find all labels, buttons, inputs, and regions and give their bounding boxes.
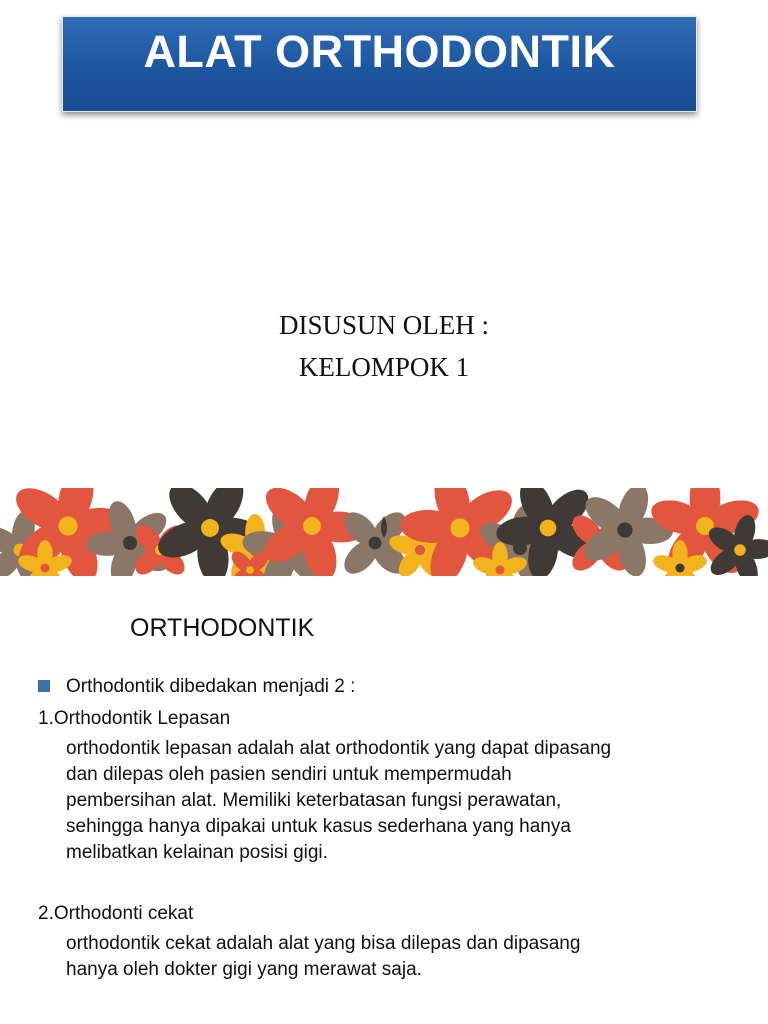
flower-center	[540, 520, 557, 537]
bullet-text: Orthodontik dibedakan menjadi 2 :	[66, 676, 356, 697]
section-heading: ORTHODONTIK	[130, 614, 315, 642]
flower-center	[734, 544, 746, 556]
item1-title: 1.Orthodontik Lepasan	[38, 708, 231, 729]
author-label: DISUSUN OLEH :	[278, 310, 489, 340]
flower-center	[41, 564, 50, 573]
flower-center	[246, 566, 254, 574]
flower-center	[58, 516, 77, 535]
group-name: KELOMPOK 1	[298, 352, 470, 382]
flower-center	[450, 518, 469, 537]
flower-center	[617, 522, 632, 537]
flower-center	[496, 566, 505, 575]
content-slide	[0, 576, 768, 1024]
flower-border-decoration	[0, 488, 768, 576]
flower-center	[201, 519, 219, 537]
item2-description: orthodontik cekat adalah alat yang bisa dilepas dan dipasang hanya oleh dokter gigi yang merawat saja.	[66, 933, 581, 980]
bullet-square-icon	[38, 680, 50, 692]
flower-center	[369, 537, 382, 550]
slide-title: ALAT ORTHODONTIK	[143, 26, 616, 77]
title-banner	[62, 16, 697, 112]
item1-description: orthodontik lepasan adalah alat orthodontik yang dapat dipasang dan dilepas oleh pasien sendiri untuk mempermudah pembersihan alat. Memiliki keterbatasan fungsi perawatan, sehingga hanya dipakai untuk kasus sederhana yang hanya melibatkan kelainan posisi gigi.	[66, 738, 612, 863]
item2-title: 2.Orthodonti cekat	[38, 903, 194, 924]
flower-center	[676, 564, 685, 573]
flower-center	[415, 545, 425, 555]
flower-center	[303, 517, 321, 535]
flower-center	[123, 536, 137, 550]
